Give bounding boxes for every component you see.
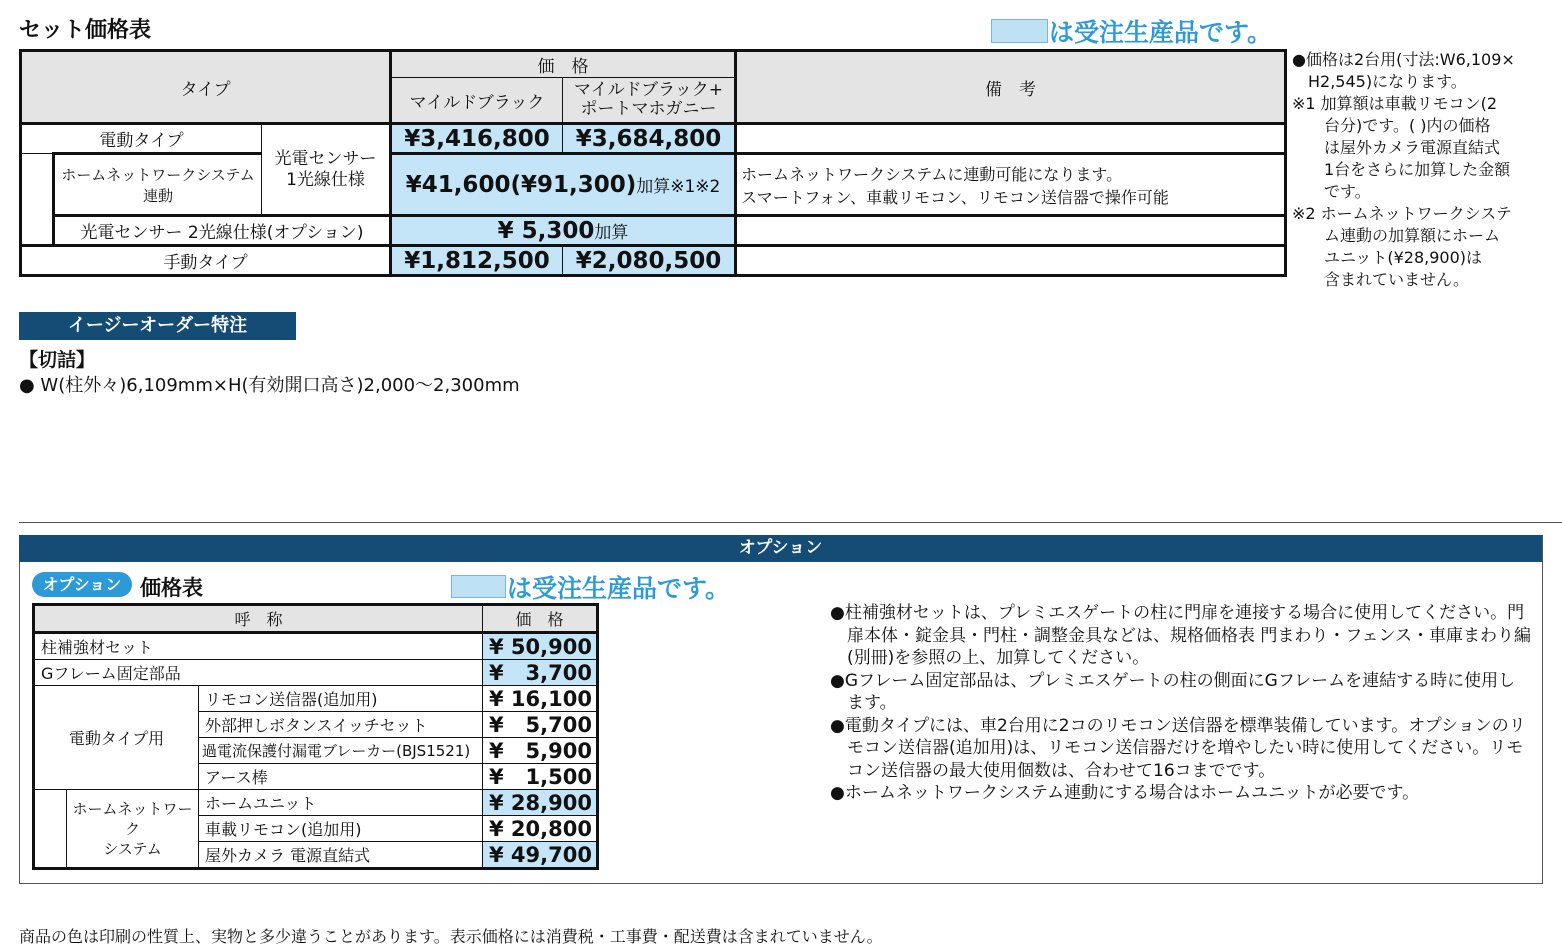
option-price: ¥ 16,100 — [483, 686, 598, 712]
sensor-2beam-remarks — [736, 216, 1286, 246]
sensor-2beam-label: 光電センサー 2光線仕様(オプション) — [54, 216, 391, 246]
option-name: Gフレーム固定部品 — [34, 660, 483, 686]
side-note-line: です。 — [1292, 182, 1371, 201]
options-made-to-order-swatch — [451, 575, 506, 598]
options-note: ●柱補強材セットは、プレミエスゲートの柱に門扉を連接する場合に使用してください。門扉本体・錠金具・門柱・調整金具などは、規格価格表 門まわり・フェンス・車庫まわり編(別冊)を参照の上、加算してください。 — [830, 603, 1532, 668]
set-price-notes — [1292, 49, 1554, 291]
side-note-line: H2,545)になります。 — [1292, 72, 1467, 91]
option-price: ¥ 5,700 — [483, 712, 598, 738]
side-note-line: ※2 ホームネットワークシステ — [1292, 204, 1512, 223]
manual-price-mahogany: ¥2,080,500 — [563, 246, 736, 276]
cut-item: ● W(柱外々)6,109mm×H(有効開口高さ)2,000～2,300mm — [19, 375, 520, 396]
electric-price-mahogany: ¥3,684,800 — [563, 124, 736, 154]
price-col-mild-black: マイルドブラック — [391, 78, 563, 124]
sensor-1beam-line2: 1光線仕様 — [286, 169, 365, 190]
options-made-to-order-legend: は受注生産品です。 — [507, 574, 731, 603]
electric-price-mild-black: ¥3,416,800 — [391, 124, 563, 154]
option-name: 車載リモコン(追加用) — [199, 816, 483, 842]
home-network-note-1: ホームネットワークシステムに連動可能になります。 — [741, 164, 1123, 184]
option-name: 柱補強材セット — [34, 633, 483, 660]
option-price: ¥ 5,900 — [483, 738, 598, 764]
sensor-2beam-price-suffix: 加算 — [594, 222, 629, 243]
price-col2-line1: マイルドブラック+ — [574, 80, 724, 100]
option-price: ¥ 49,700 — [483, 842, 598, 869]
side-note-line: ※1 加算額は車載リモコン(2 — [1292, 94, 1498, 113]
name-header: 呼 称 — [34, 605, 483, 633]
option-price-header: 価 格 — [483, 605, 598, 633]
home-group-label — [67, 790, 199, 869]
price-col2-line2: ポートマホガニー — [580, 99, 717, 119]
electric-remarks — [736, 124, 1286, 154]
option-price: ¥ 50,900 — [483, 633, 598, 660]
side-note-line: は屋外カメラ電源直結式 — [1292, 138, 1501, 157]
option-name: ホームユニット — [199, 790, 483, 816]
side-note-line: ●価格は2台用(寸法:W6,109× — [1292, 50, 1515, 69]
home-group-line2: システム — [103, 839, 162, 858]
set-price-table — [19, 49, 1287, 277]
made-to-order-legend: は受注生産品です。 — [1049, 18, 1273, 47]
option-price: ¥ 1,500 — [483, 764, 598, 790]
manual-price-mild-black: ¥1,812,500 — [391, 246, 563, 276]
side-note-line: 台分)です。( )内の価格 — [1292, 116, 1491, 135]
indent-spacer — [34, 790, 67, 869]
options-note: ●Gフレーム固定部品は、プレミエスゲートの柱の側面にGフレームを連結する時に使用します。 — [830, 670, 1516, 713]
cut-heading: 【切詰】 — [19, 349, 96, 371]
options-note: ●電動タイプには、車2台用に2コのリモコン送信器を標準装備しています。オプションのリモコン送信器(追加用)は、リモコン送信器だけを増やしたい時に使用してください。リモコン送信器の最大使用個数は、合わせて16コまでです。 — [830, 715, 1526, 781]
side-note-line: ム連動の加算額にホーム — [1292, 226, 1501, 245]
indent-spacer — [21, 154, 54, 246]
section-divider — [19, 522, 1562, 523]
sensor-2beam-price-value: ¥ 5,300 — [497, 217, 595, 244]
side-note-line: 1台をさらに加算した金額 — [1292, 160, 1511, 179]
easy-order-bar: イージーオーダー特注 — [19, 312, 296, 340]
sensor-1beam-label — [262, 124, 391, 216]
home-network-price-suffix: 加算※1※2 — [636, 176, 721, 197]
option-name: 外部押しボタンスイッチセット — [199, 712, 483, 738]
home-network-note-2: スマートフォン、車載リモコン、リモコン送信器で操作可能 — [741, 187, 1169, 207]
side-note-line: 含まれていません。 — [1292, 270, 1469, 289]
options-price-title: 価格表 — [140, 576, 203, 600]
remarks-header: 備 考 — [736, 51, 1286, 124]
options-note: ●ホームネットワークシステム連動にする場合はホームユニットが必要です。 — [830, 783, 1420, 803]
home-network-label: ホームネットワークシステム連動 — [54, 154, 262, 216]
manual-type-label: 手動タイプ — [21, 246, 391, 276]
options-pill: オプション — [32, 572, 132, 597]
home-network-price — [391, 154, 736, 216]
price-header: 価 格 — [391, 51, 736, 78]
options-header: オプション — [19, 535, 1542, 562]
home-group-line1: ホームネットワーク — [72, 799, 193, 838]
price-col-mild-black-mahogany — [563, 78, 736, 124]
option-price: ¥ 3,700 — [483, 660, 598, 686]
options-price-table — [32, 603, 599, 870]
home-network-remarks — [736, 154, 1286, 216]
home-network-price-value: ¥41,600(¥91,300) — [405, 171, 637, 198]
options-notes — [830, 602, 1532, 805]
manual-remarks — [736, 246, 1286, 276]
sensor-1beam-line1: 光電センサー — [274, 148, 377, 169]
electric-type-label: 電動タイプ — [21, 124, 262, 154]
set-price-title: セット価格表 — [19, 18, 152, 43]
option-name: 過電流保護付漏電ブレーカー(BJS1521) — [199, 738, 483, 764]
option-name: アース棒 — [199, 764, 483, 790]
option-name: 屋外カメラ 電源直結式 — [199, 842, 483, 869]
electric-group-label: 電動タイプ用 — [34, 686, 199, 790]
option-name: リモコン送信器(追加用) — [199, 686, 483, 712]
option-price: ¥ 20,800 — [483, 816, 598, 842]
side-note-line: ユニット(¥28,900)は — [1292, 248, 1483, 267]
made-to-order-swatch — [991, 19, 1048, 43]
type-header: タイプ — [21, 51, 391, 124]
option-price: ¥ 28,900 — [483, 790, 598, 816]
footer-disclaimer: 商品の色は印刷の性質上、実物と多少違うことがあります。表示価格には消費税・工事費・配送費は含まれていません。 — [19, 927, 883, 946]
sensor-2beam-price — [391, 216, 736, 246]
